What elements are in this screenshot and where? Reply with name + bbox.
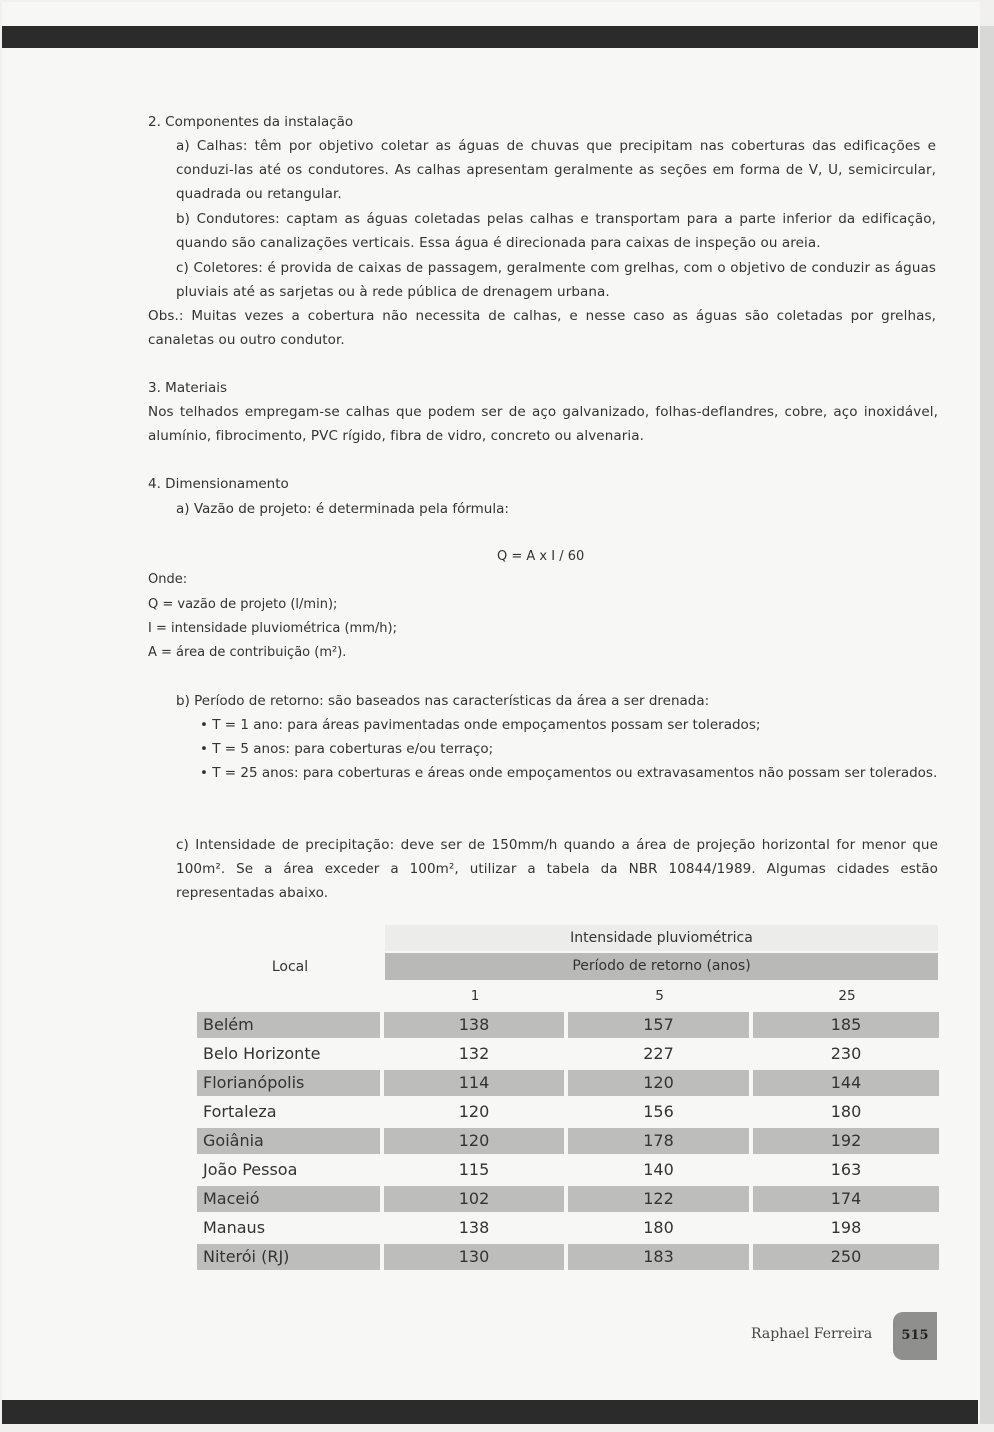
table-row <box>197 1215 939 1241</box>
section-3-heading: 3. Materiais <box>148 380 228 396</box>
cell-t25: 185 <box>753 1012 939 1038</box>
section-2-obs: Obs.: Muitas vezes a cobertura não necessita de calhas, e nesse caso as águas são coletadas por grelhas, canaletas ou outro condutor. <box>148 308 936 348</box>
cell-local: João Pessoa <box>203 1160 298 1179</box>
cell-local: Belém <box>197 1012 380 1038</box>
table-row <box>197 1012 939 1038</box>
cell-local: Fortaleza <box>203 1102 277 1121</box>
cell-t25: 192 <box>753 1128 939 1154</box>
cell-local: Goiânia <box>197 1128 380 1154</box>
section-4-item-c: c) Intensidade de precipitação: deve ser de 150mm/h quando a área de projeção horizontal for menor que 100m². Se a área exceder a 100m², utilizar a tabela da NBR 10844/1989. Algumas cidades estão representadas abaixo. <box>176 837 938 901</box>
table-row <box>197 1186 939 1212</box>
table-header-year-5: 5 <box>655 988 664 1004</box>
flow-formula: Q = A x I / 60 <box>497 549 585 564</box>
cell-t1: 102 <box>384 1186 564 1212</box>
section-2-heading: 2. Componentes da instalação <box>148 114 354 130</box>
table-header-year-25: 25 <box>838 988 856 1004</box>
cell-local: Manaus <box>203 1218 266 1237</box>
cell-t25: 174 <box>753 1186 939 1212</box>
cell-t1: 115 <box>458 1160 490 1179</box>
page-edge <box>980 26 994 1424</box>
cell-t5: 122 <box>568 1186 749 1212</box>
cell-t5: 178 <box>568 1128 749 1154</box>
cell-t25: 180 <box>830 1102 862 1121</box>
bullet-t1: • T = 1 ano: para áreas pavimentadas onde empoçamentos possam ser tolerados; <box>200 717 761 733</box>
table-header-local: Local <box>197 925 383 1009</box>
formula-def-q: Q = vazão de projeto (l/min); <box>148 597 338 612</box>
cell-t1: 138 <box>458 1218 490 1237</box>
formula-def-a: A = área de contribuição (m²). <box>148 645 347 660</box>
formula-def-i: I = intensidade pluviométrica (mm/h); <box>148 621 397 636</box>
cell-t1: 132 <box>458 1044 490 1063</box>
table-header-year-1: 1 <box>470 988 480 1004</box>
footer-author: Raphael Ferreira <box>751 1326 873 1342</box>
table-row <box>197 1157 939 1183</box>
table-header-period: Período de retorno (anos) <box>385 953 938 980</box>
table-row <box>197 1041 939 1067</box>
table-row <box>197 1070 939 1096</box>
cell-t1: 120 <box>384 1128 564 1154</box>
section-4-item-a: a) Vazão de projeto: é determinada pela fórmula: <box>176 501 509 517</box>
section-4-item-b: b) Período de retorno: são baseados nas características da área a ser drenada: <box>176 693 710 709</box>
section-2-item-c: c) Coletores: é provida de caixas de passagem, geralmente com grelhas, com o objetivo de conduzir as águas pluviais até as sarjetas ou à rede pública de drenagem urbana. <box>176 260 936 300</box>
cell-t1: 114 <box>384 1070 564 1096</box>
cell-local: Niterói (RJ) <box>197 1244 380 1270</box>
cell-t5: 157 <box>568 1012 749 1038</box>
cell-t1: 120 <box>458 1102 490 1121</box>
bullet-t5: • T = 5 anos: para coberturas e/ou terraço; <box>200 741 494 757</box>
bottom-dark-band <box>2 1400 978 1424</box>
cell-t5: 156 <box>643 1102 674 1121</box>
table-row <box>197 1128 939 1154</box>
cell-t1: 130 <box>384 1244 564 1270</box>
table-row <box>197 1099 939 1125</box>
cell-t1: 138 <box>384 1012 564 1038</box>
section-3-text: Nos telhados empregam-se calhas que podem ser de aço galvanizado, folhas-deflandres, cobre, aço inoxidável, alumínio, fibrocimento, PVC rígido, fibra de vidro, concreto ou alvenaria. <box>148 404 938 444</box>
cell-t25: 144 <box>753 1070 939 1096</box>
cell-local: Maceió <box>197 1186 380 1212</box>
cell-t5: 227 <box>643 1044 674 1063</box>
section-2-item-b: b) Condutores: captam as águas coletadas pelas calhas e transportam para a parte inferior da edificação, quando são canalizações verticais. Essa água é direcionada para caixas de inspeção ou areia. <box>176 211 936 251</box>
cell-t25: 163 <box>830 1160 862 1179</box>
table-header-intensity: Intensidade pluviométrica <box>385 925 938 951</box>
table-row <box>197 1244 939 1270</box>
cell-t5: 120 <box>568 1070 749 1096</box>
cell-t25: 198 <box>830 1218 862 1237</box>
cell-t5: 180 <box>643 1218 674 1237</box>
cell-local: Florianópolis <box>197 1070 380 1096</box>
formula-where-label: Onde: <box>148 572 188 587</box>
cell-t5: 183 <box>568 1244 749 1270</box>
cell-t5: 140 <box>643 1160 674 1179</box>
section-2-item-a: a) Calhas: têm por objetivo coletar as águas de chuvas que precipitam nas coberturas das edificações e conduzi-las até os condutores. As calhas apresentam geralmente as seções em forma de V, U, semicircular, quadrada ou retangular. <box>176 138 936 202</box>
cell-t25: 230 <box>830 1044 862 1063</box>
page-number-tab: 515 <box>893 1312 937 1360</box>
top-dark-band <box>2 26 978 48</box>
cell-local: Belo Horizonte <box>203 1044 321 1063</box>
cell-t25: 250 <box>753 1244 939 1270</box>
bullet-t25: • T = 25 anos: para coberturas e áreas onde empoçamentos ou extravasamentos não possam ser tolerados. <box>200 765 938 781</box>
section-4-heading: 4. Dimensionamento <box>148 476 289 492</box>
